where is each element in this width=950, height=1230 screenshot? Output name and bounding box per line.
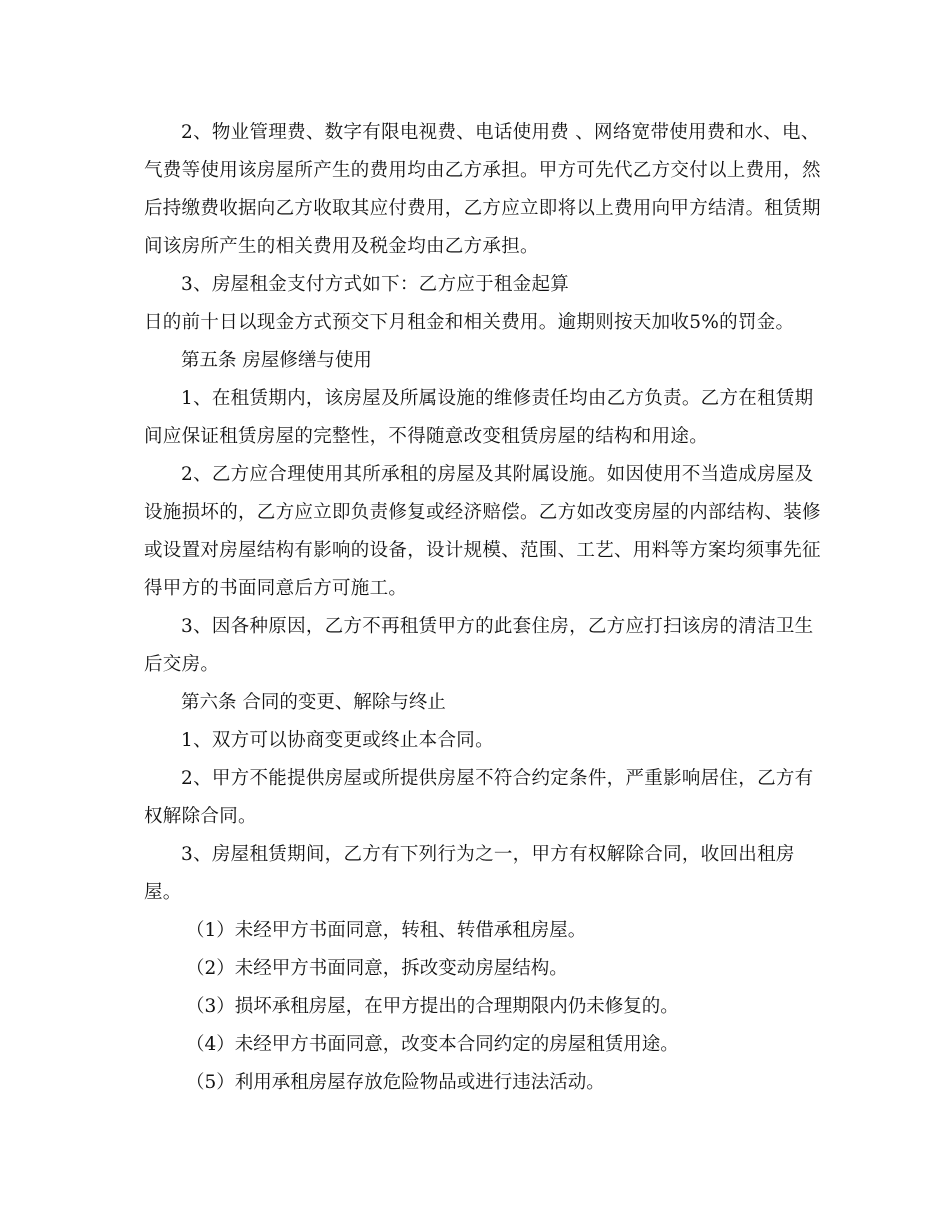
paragraph-proper-use: 2、乙方应合理使用其所承租的房屋及其附属设施。如因使用不当造成房屋及设施损坏的，乙方应立即负责修复或经济赔偿。乙方如改变房屋的内部结构、装修或设置对房屋结构有影响的设备，设计规模、范围、工艺、用料等方案均须事先征得甲方的书面同意后方可施工。 [144,464,821,599]
paragraph-move-out: 3、因各种原因，乙方不再租赁甲方的此套住房，乙方应打扫该房的清洁卫生后交房。 [144,616,814,675]
list-item: （2）未经甲方书面同意，拆改变动房屋结构。 [186,958,568,979]
list-item: （1）未经甲方书面同意，转租、转借承租房屋。 [186,920,587,941]
section-heading-article-6: 第六条 合同的变更、解除与终止 [181,692,446,713]
section-heading-article-5: 第五条 房屋修缮与使用 [181,350,372,371]
list-item: （4）未经甲方书面同意，改变本合同约定的房屋租赁用途。 [186,1034,679,1055]
paragraph-utility-fees: 2、物业管理费、数字有限电视费、电话使用费 、网络宽带使用费和水、电、气费等使用该房屋所产生的费用均由乙方承担。甲方可先代乙方交付以上费用，然后持缴费收据向乙方收取其应付费用，乙方应立即将以上费用向甲方结清。租赁期间该房所产生的相关费用及税金均由乙方承担。 [144,122,821,257]
paragraph-mutual-change: 1、双方可以协商变更或终止本合同。 [181,730,494,751]
list-item: （3）损坏承租房屋，在甲方提出的合理期限内仍未修复的。 [186,996,679,1017]
paragraph-rent-payment-cont: 日的前十日以现金方式预交下月租金和相关费用。逾期则按天加收5%的罚金。 [144,312,795,333]
list-item: （5）利用承租房屋存放危险物品或进行违法活动。 [186,1072,605,1093]
paragraph-landlord-termination: 3、房屋租赁期间，乙方有下列行为之一，甲方有权解除合同，收回出租房屋。 [144,844,795,903]
paragraph-tenant-termination: 2、甲方不能提供房屋或所提供房屋不符合约定条件，严重影响居住，乙方有权解除合同。 [144,768,814,827]
document-body [144,114,824,1102]
paragraph-maintenance: 1、在租赁期内，该房屋及所属设施的维修责任均由乙方负责。乙方在租赁期间应保证租赁房屋的完整性，不得随意改变租赁房屋的结构和用途。 [144,388,814,447]
paragraph-rent-payment: 3、房屋租金支付方式如下：乙方应于租金起算 [181,274,570,295]
